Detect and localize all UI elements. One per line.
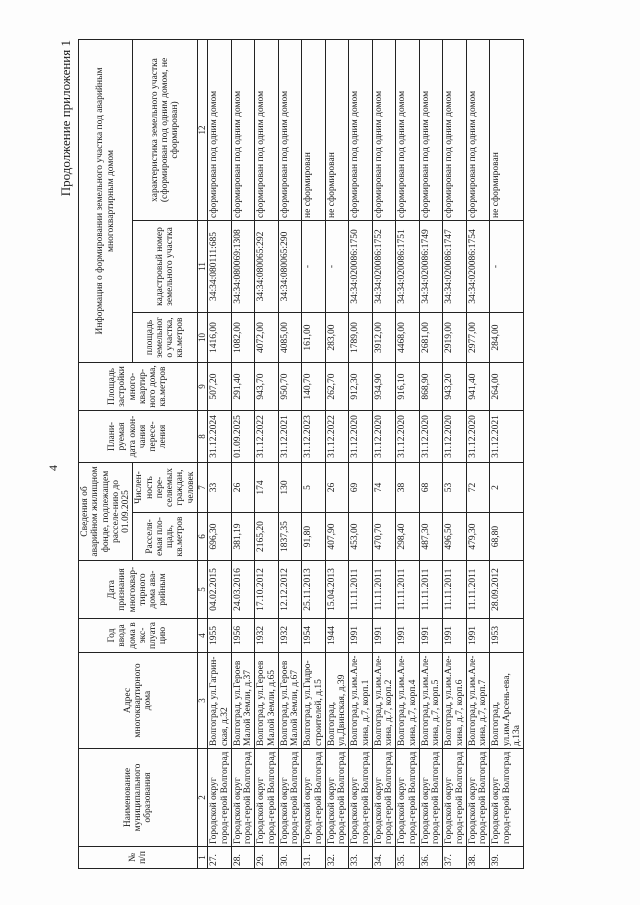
year-cell: 1991 [349, 619, 373, 653]
year-cell: 1944 [325, 619, 349, 653]
resettled-area-cell: 298,40 [396, 513, 420, 561]
resettled-area-cell: 487,30 [419, 513, 443, 561]
table-row [231, 39, 255, 868]
planned-date-cell: 31.12.2020 [372, 411, 396, 463]
year-cell: 1991 [372, 619, 396, 653]
row-number: 28. [231, 847, 255, 869]
municipality-cell: Городской округ город-герой Волгоград [325, 749, 349, 847]
cadastral-number-cell: 34:34:080111:685 [208, 221, 232, 313]
recognition-date-cell: 15.04.2013 [325, 561, 349, 619]
year-cell: 1991 [466, 619, 490, 653]
header-year: Год ввода дома в экс-плуатацию [79, 619, 198, 653]
built-area-cell: 916,10 [396, 363, 420, 411]
municipality-cell: Городской округ город-герой Волгоград [349, 749, 373, 847]
address-cell: Волгоград, ул.Двинская, д.39 [325, 653, 349, 749]
land-characteristic-cell: сформирован под одним домом [255, 39, 279, 220]
built-area-cell: 264,00 [490, 363, 524, 411]
built-area-cell: 291,40 [231, 363, 255, 411]
recognition-date-cell: 04.02.2015 [208, 561, 232, 619]
built-area-cell: 262,70 [325, 363, 349, 411]
built-area-cell: 950,70 [278, 363, 302, 411]
header-people: Числен-ность пере-селяемых граждан, человек [133, 463, 198, 513]
column-number: 7 [197, 463, 208, 513]
row-number: 33. [349, 847, 373, 869]
land-area-cell: 284,00 [490, 313, 524, 363]
planned-date-cell: 31.12.2024 [208, 411, 232, 463]
resettled-area-cell: 479,30 [466, 513, 490, 561]
municipality-cell: Городской округ город-герой Волгоград [396, 749, 420, 847]
land-characteristic-cell: сформирован под одним домом [443, 39, 467, 220]
built-area-cell: 140,70 [302, 363, 326, 411]
header-cadastral: кадастровый номер земельного участка [133, 221, 198, 313]
planned-date-cell: 31.12.2020 [466, 411, 490, 463]
land-characteristic-cell: сформирован под одним домом [396, 39, 420, 220]
built-area-cell: 912,30 [349, 363, 373, 411]
column-number: 6 [197, 513, 208, 561]
people-count-cell: 53 [443, 463, 467, 513]
resettled-area-cell: 453,00 [349, 513, 373, 561]
table-row [372, 39, 396, 868]
land-area-cell: 2681,00 [419, 313, 443, 363]
cadastral-number-cell: 34:34:020086:1749 [419, 221, 443, 313]
column-number: 12 [197, 39, 208, 220]
recognition-date-cell: 11.11.2011 [372, 561, 396, 619]
header-address: Адрес многоквартирного дома [79, 653, 198, 749]
row-number: 37. [443, 847, 467, 869]
table-row [325, 39, 349, 868]
municipality-cell: Городской округ город-герой Волгоград [208, 749, 232, 847]
planned-date-cell: 31.12.2020 [396, 411, 420, 463]
municipality-cell: Городской округ город-герой Волгоград [443, 749, 467, 847]
row-number: 39. [490, 847, 524, 869]
municipality-cell: Городской округ город-герой Волгоград [231, 749, 255, 847]
address-cell: Волгоград, ул.Героев Малой Земли, д.37 [231, 653, 255, 749]
municipality-cell: Городской округ город-герой Волгоград [278, 749, 302, 847]
cadastral-number-cell: 34:34:080069:1308 [231, 221, 255, 313]
land-area-cell: 283,00 [325, 313, 349, 363]
address-cell: Волгоград, ул.им.Але-хина, д.7, корп.7 [466, 653, 490, 749]
column-number: 10 [197, 313, 208, 363]
table-row [208, 39, 232, 868]
row-number: 36. [419, 847, 443, 869]
address-cell: Волгоград, ул.им.Але-хина, д.7, корп.1 [349, 653, 373, 749]
address-cell: Волгоград, ул.Гагрин-ская, д.32 [208, 653, 232, 749]
row-number: 30. [278, 847, 302, 869]
planned-date-cell: 31.12.2021 [278, 411, 302, 463]
recognition-date-cell: 11.11.2011 [349, 561, 373, 619]
planned-date-cell: 31.12.2020 [443, 411, 467, 463]
resettled-area-cell: 407,90 [325, 513, 349, 561]
address-cell: Волгоград, ул.Героев Малой Земли, д.65 [255, 653, 279, 749]
people-count-cell: 69 [349, 463, 373, 513]
planned-date-cell: 31.12.2021 [490, 411, 524, 463]
row-number: 35. [396, 847, 420, 869]
resettled-area-cell: 470,70 [372, 513, 396, 561]
appendix-caption: Продолжение приложения 1 [58, 40, 73, 197]
people-count-cell: 26 [325, 463, 349, 513]
header-planned: Плани-руемая дата окон-чания пересе-ления [79, 411, 198, 463]
planned-date-cell: 31.12.2023 [302, 411, 326, 463]
cadastral-number-cell: - [325, 221, 349, 313]
table-row [396, 39, 420, 868]
table-row [278, 39, 302, 868]
year-cell: 1953 [490, 619, 524, 653]
land-area-cell: 1789,00 [349, 313, 373, 363]
header-built-area: Площадь застройки много-квартир-ного дома, кв.метров [79, 363, 198, 411]
recognition-date-cell: 28.09.2012 [490, 561, 524, 619]
built-area-cell: 943,70 [255, 363, 279, 411]
row-number: 27. [208, 847, 232, 869]
resettled-area-cell: 1837,35 [278, 513, 302, 561]
recognition-date-cell: 24.03.2016 [231, 561, 255, 619]
column-number: 4 [197, 619, 208, 653]
people-count-cell: 26 [231, 463, 255, 513]
column-number: 11 [197, 221, 208, 313]
built-area-cell: 868,90 [419, 363, 443, 411]
resettled-area-cell: 2165,20 [255, 513, 279, 561]
land-area-cell: 2977,00 [466, 313, 490, 363]
people-count-cell: 68 [419, 463, 443, 513]
cadastral-number-cell: 34:34:020086:1750 [349, 221, 373, 313]
header-row-1 [79, 39, 133, 868]
land-characteristic-cell: не сформирован [325, 39, 349, 220]
land-area-cell: 4468,00 [396, 313, 420, 363]
people-count-cell: 174 [255, 463, 279, 513]
cadastral-number-cell: 34:34:020086:1752 [372, 221, 396, 313]
people-count-cell: 5 [302, 463, 326, 513]
address-cell: Волгоград, ул.им.Але-хина, д.7, корп.6 [443, 653, 467, 749]
cadastral-number-cell: 34:34:080065:292 [255, 221, 279, 313]
year-cell: 1932 [255, 619, 279, 653]
people-count-cell: 2 [490, 463, 524, 513]
resettled-area-cell: 496,50 [443, 513, 467, 561]
address-cell: Волгоград, ул.им.Але-хина, д.7, корп.5 [419, 653, 443, 749]
land-characteristic-cell: не сформирован [490, 39, 524, 220]
table-row [466, 39, 490, 868]
recognition-date-cell: 25.11.2013 [302, 561, 326, 619]
column-number: 8 [197, 411, 208, 463]
year-cell: 1932 [278, 619, 302, 653]
column-number: 9 [197, 363, 208, 411]
column-number: 2 [197, 749, 208, 847]
recognition-date-cell: 11.11.2011 [443, 561, 467, 619]
row-number: 34. [372, 847, 396, 869]
year-cell: 1954 [302, 619, 326, 653]
people-count-cell: 38 [396, 463, 420, 513]
header-name: Наименование муниципального образования [79, 749, 198, 847]
column-number-row [197, 39, 208, 868]
planned-date-cell: 31.12.2022 [325, 411, 349, 463]
row-number: 38. [466, 847, 490, 869]
people-count-cell: 72 [466, 463, 490, 513]
table-row [302, 39, 326, 868]
row-number: 29. [255, 847, 279, 869]
land-characteristic-cell: сформирован под одним домом [419, 39, 443, 220]
land-area-cell: 1082,00 [231, 313, 255, 363]
planned-date-cell: 31.12.2022 [255, 411, 279, 463]
address-cell: Волгоград, ул.им.Але-хина, д.7, корп.4 [396, 653, 420, 749]
land-area-cell: 4072,00 [255, 313, 279, 363]
cadastral-number-cell: 34:34:020086:1747 [443, 221, 467, 313]
built-area-cell: 943,20 [443, 363, 467, 411]
header-area: Расселя-емая пло-щадь, кв.метров [133, 513, 198, 561]
address-cell: Волгоград, ул.им.Але-хина, д.7, корп.2 [372, 653, 396, 749]
column-number: 3 [197, 653, 208, 749]
land-characteristic-cell: сформирован под одним домом [208, 39, 232, 220]
year-cell: 1956 [231, 619, 255, 653]
planned-date-cell: 01.09.2025 [231, 411, 255, 463]
year-cell: 1991 [443, 619, 467, 653]
resettled-area-cell: 68,80 [490, 513, 524, 561]
resettled-area-cell: 696,30 [208, 513, 232, 561]
row-number: 31. [302, 847, 326, 869]
land-characteristic-cell: сформирован под одним домом [349, 39, 373, 220]
header-group-land: Информация о формировании земельного участка под аварийным многоквартирным домом [79, 39, 133, 362]
column-number: 1 [197, 847, 208, 869]
recognition-date-cell: 11.11.2011 [419, 561, 443, 619]
recognition-date-cell: 11.11.2011 [396, 561, 420, 619]
people-count-cell: 130 [278, 463, 302, 513]
row-number: 32. [325, 847, 349, 869]
land-characteristic-cell: сформирован под одним домом [278, 39, 302, 220]
year-cell: 1991 [419, 619, 443, 653]
table-body [208, 39, 524, 868]
year-cell: 1991 [396, 619, 420, 653]
table-row [349, 39, 373, 868]
column-number: 5 [197, 561, 208, 619]
municipality-cell: Городской округ город-герой Волгоград [302, 749, 326, 847]
table-row [255, 39, 279, 868]
resettled-area-cell: 91,80 [302, 513, 326, 561]
built-area-cell: 941,40 [466, 363, 490, 411]
year-cell: 1955 [208, 619, 232, 653]
land-characteristic-cell: сформирован под одним домом [372, 39, 396, 220]
planned-date-cell: 31.12.2020 [349, 411, 373, 463]
built-area-cell: 507,20 [208, 363, 232, 411]
planned-date-cell: 31.12.2020 [419, 411, 443, 463]
table-row [443, 39, 467, 868]
header-land-area: площадь земельного участка, кв.метров [133, 313, 198, 363]
recognition-date-cell: 11.11.2011 [466, 561, 490, 619]
municipality-cell: Городской округ город-герой Волгоград [372, 749, 396, 847]
address-cell: Волгоград, ул.им.Арсень-ева, д.13а [490, 653, 524, 749]
table-row [490, 39, 524, 868]
municipality-cell: Городской округ город-герой Волгоград [255, 749, 279, 847]
address-cell: Волгоград, ул.Героев Малой Земли, д.67 [278, 653, 302, 749]
cadastral-number-cell: - [490, 221, 524, 313]
land-area-cell: 2919,00 [443, 313, 467, 363]
housing-table [78, 39, 524, 869]
people-count-cell: 33 [208, 463, 232, 513]
land-area-cell: 161,00 [302, 313, 326, 363]
land-area-cell: 3912,00 [372, 313, 396, 363]
recognition-date-cell: 17.10.2012 [255, 561, 279, 619]
cadastral-number-cell: - [302, 221, 326, 313]
built-area-cell: 934,90 [372, 363, 396, 411]
land-characteristic-cell: не сформирован [302, 39, 326, 220]
recognition-date-cell: 12.12.2012 [278, 561, 302, 619]
header-date: Дата признания многоквар-тирного дома ава-рийным [79, 561, 198, 619]
address-cell: Волгоград, ул.Гидро-строителей, д.15 [302, 653, 326, 749]
header-n: № п/п [79, 847, 198, 869]
municipality-cell: Городской округ город-герой Волгоград [419, 749, 443, 847]
resettled-area-cell: 381,19 [231, 513, 255, 561]
land-area-cell: 4085,00 [278, 313, 302, 363]
page-number: 4 [46, 465, 60, 471]
header-group-housing: Сведения об аварийном жилищном фонде, подлежащем расселе-нию до 01.09.2025 [79, 463, 133, 561]
land-area-cell: 1416,00 [208, 313, 232, 363]
header-characteristic: характеристика земельного участка (сформирован под одним домом, не сформирован) [133, 39, 198, 220]
table-row [419, 39, 443, 868]
municipality-cell: Городской округ город-герой Волгоград [466, 749, 490, 847]
cadastral-number-cell: 34:34:080065:290 [278, 221, 302, 313]
people-count-cell: 74 [372, 463, 396, 513]
rotated-content [40, 40, 590, 869]
cadastral-number-cell: 34:34:020086:1754 [466, 221, 490, 313]
municipality-cell: Городской округ город-герой Волгоград [490, 749, 524, 847]
cadastral-number-cell: 34:34:020086:1751 [396, 221, 420, 313]
land-characteristic-cell: сформирован под одним домом [231, 39, 255, 220]
land-characteristic-cell: сформирован под одним домом [466, 39, 490, 220]
